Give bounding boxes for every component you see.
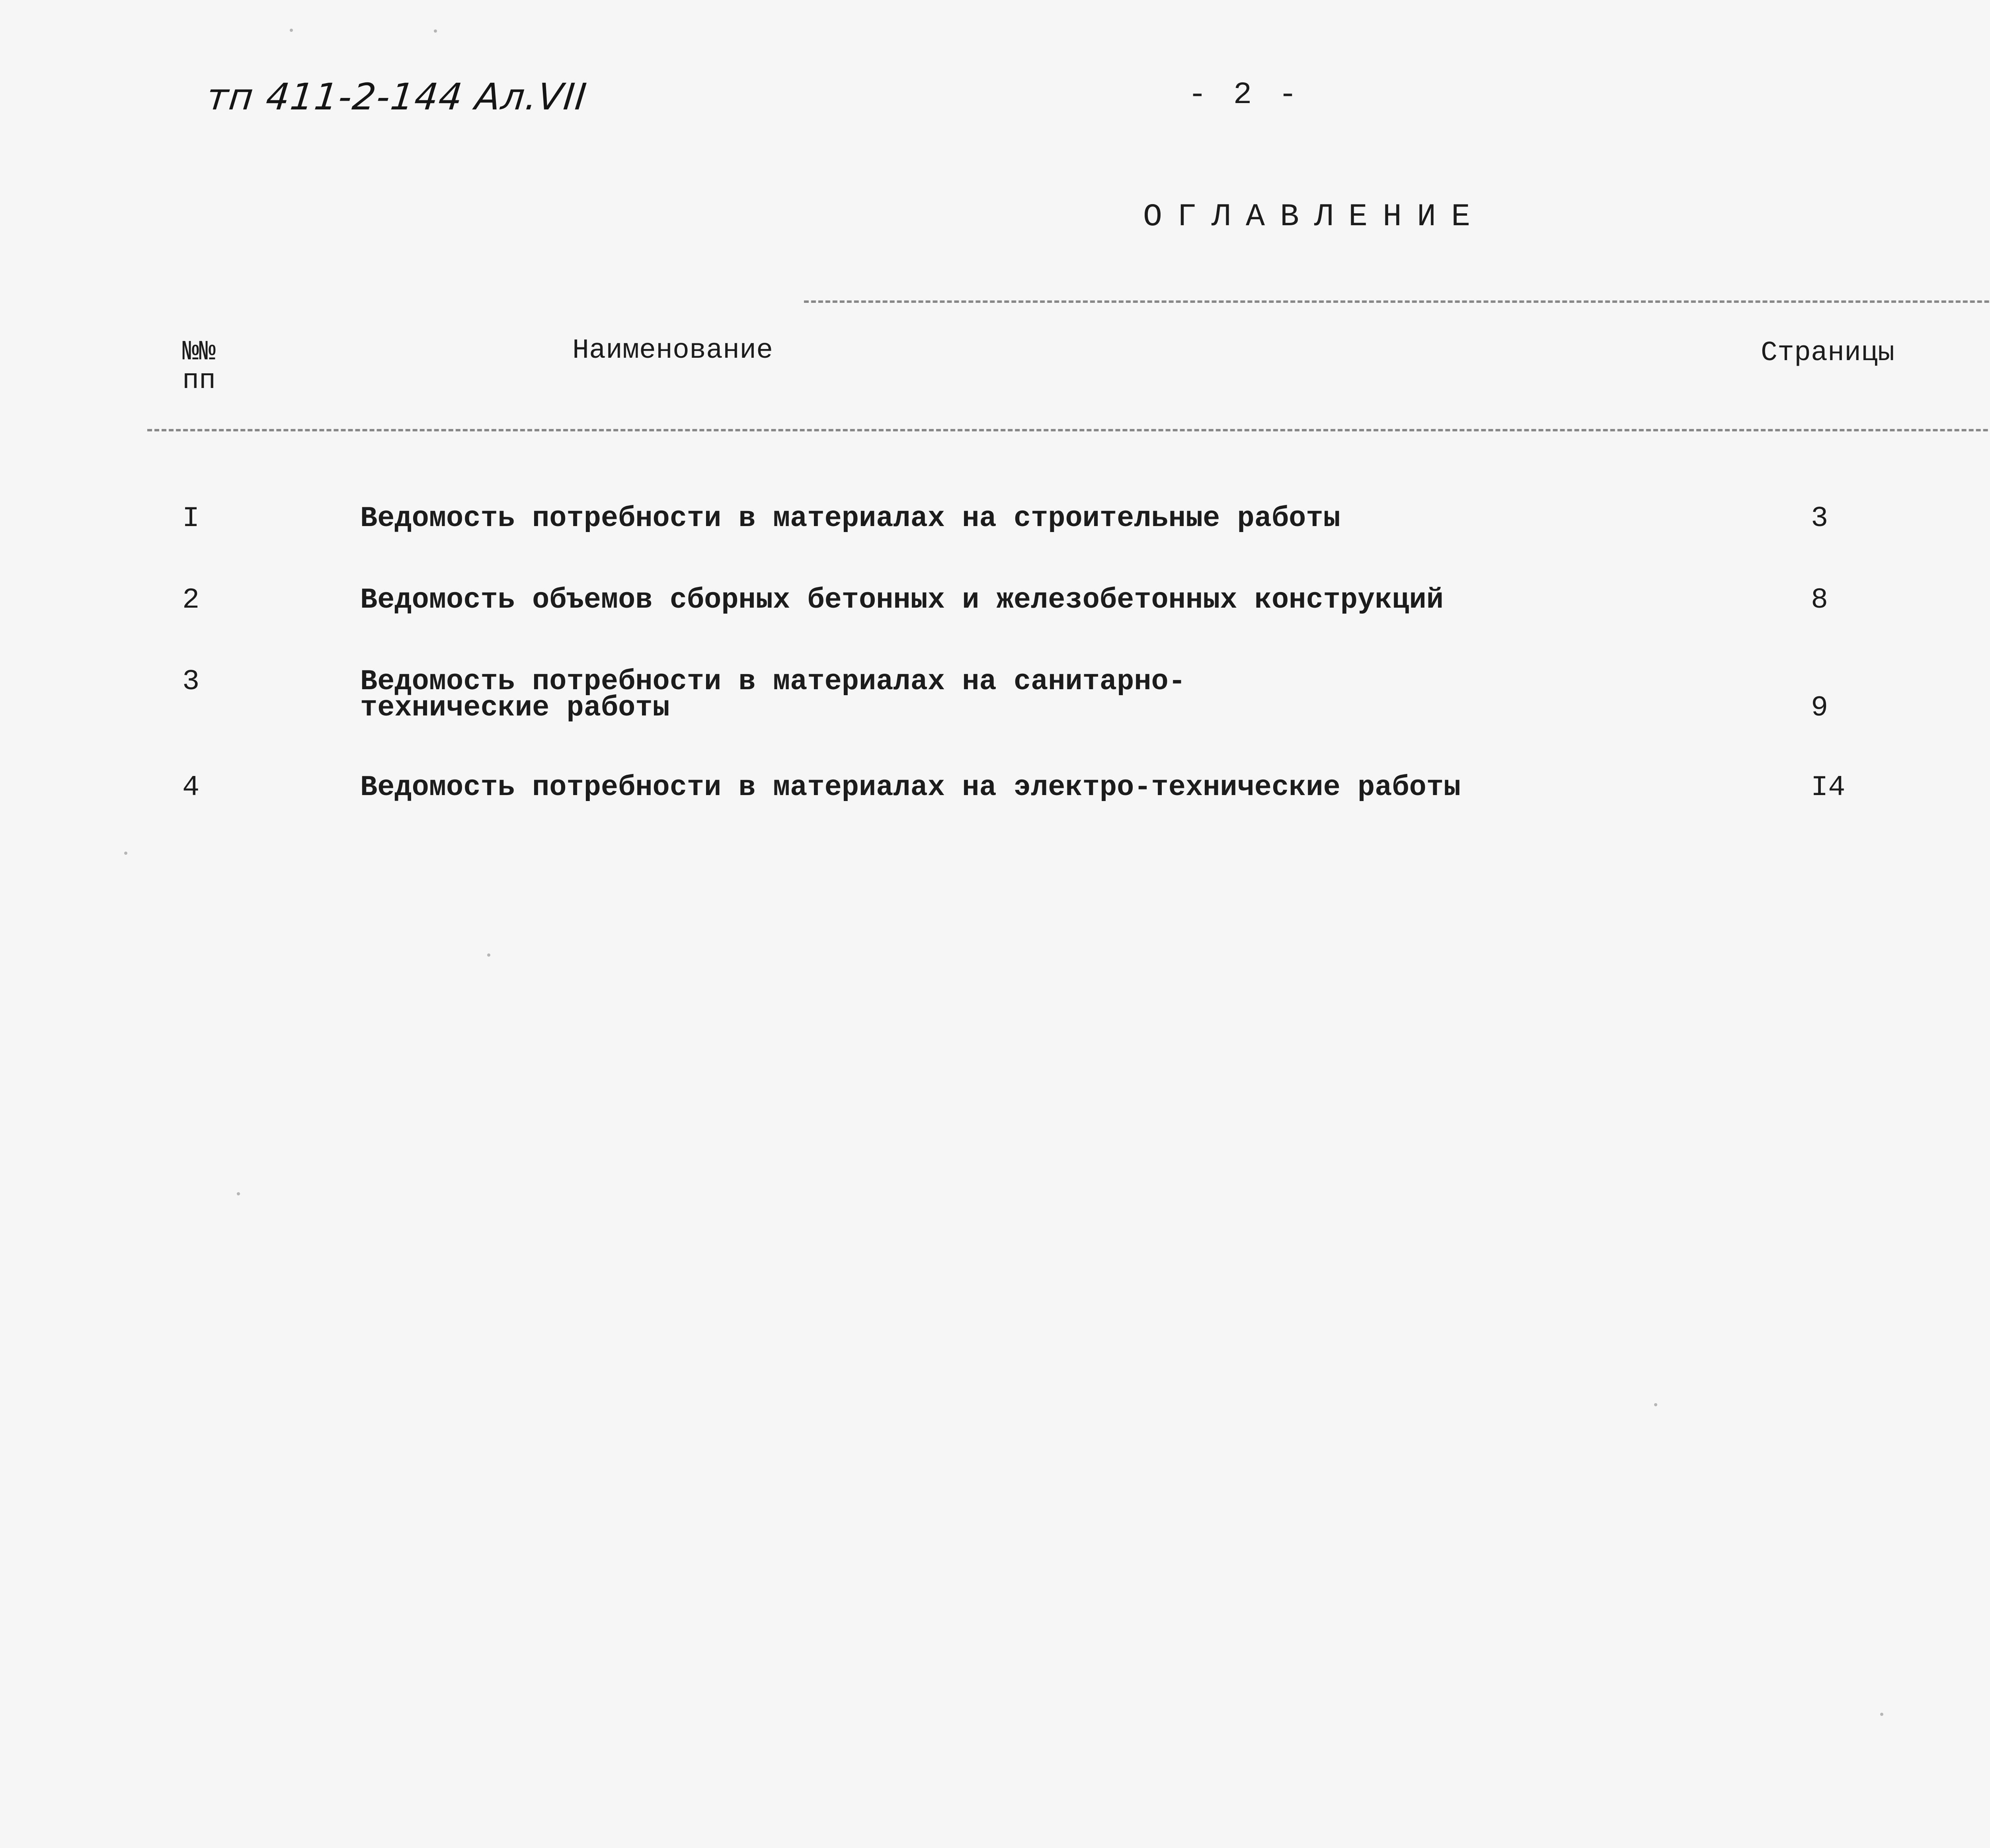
- column-header-name: Наименование: [572, 335, 773, 366]
- table-header-rule: [147, 429, 1990, 431]
- scan-speck: [124, 852, 127, 855]
- row-title: Ведомость потребности в материалах на электро-технические работы: [360, 771, 1461, 804]
- row-number: 2: [182, 584, 200, 616]
- column-header-pages: Страницы: [1761, 337, 1895, 369]
- row-number: 3: [182, 665, 200, 698]
- row-number: I: [182, 502, 200, 535]
- row-page: 3: [1811, 502, 1828, 535]
- row-page: 8: [1811, 584, 1828, 616]
- scan-speck: [1654, 1403, 1657, 1406]
- table-top-rule: [804, 300, 1990, 303]
- project-code: тп 411-2-144 Ал.VII: [205, 76, 589, 118]
- scan-speck: [237, 1192, 240, 1195]
- row-number: 4: [182, 771, 200, 804]
- row-title: Ведомость потребности в материалах на строительные работы: [360, 502, 1340, 535]
- page-title: ОГЛАВЛЕНИЕ: [1143, 199, 1486, 235]
- scan-speck: [290, 29, 293, 32]
- row-page: I4: [1811, 771, 1846, 804]
- page-number: - 2 -: [1188, 78, 1301, 113]
- row-page: 9: [1811, 692, 1828, 724]
- row-title: Ведомость потребности в материалах на санитарно- технические работы: [360, 665, 1186, 724]
- scan-speck: [1880, 1713, 1883, 1716]
- column-header-number: №№ пп: [182, 337, 216, 397]
- scan-speck: [487, 953, 490, 957]
- row-title: Ведомость объемов сборных бетонных и железобетонных конструкций: [360, 584, 1444, 616]
- scan-speck: [434, 29, 437, 33]
